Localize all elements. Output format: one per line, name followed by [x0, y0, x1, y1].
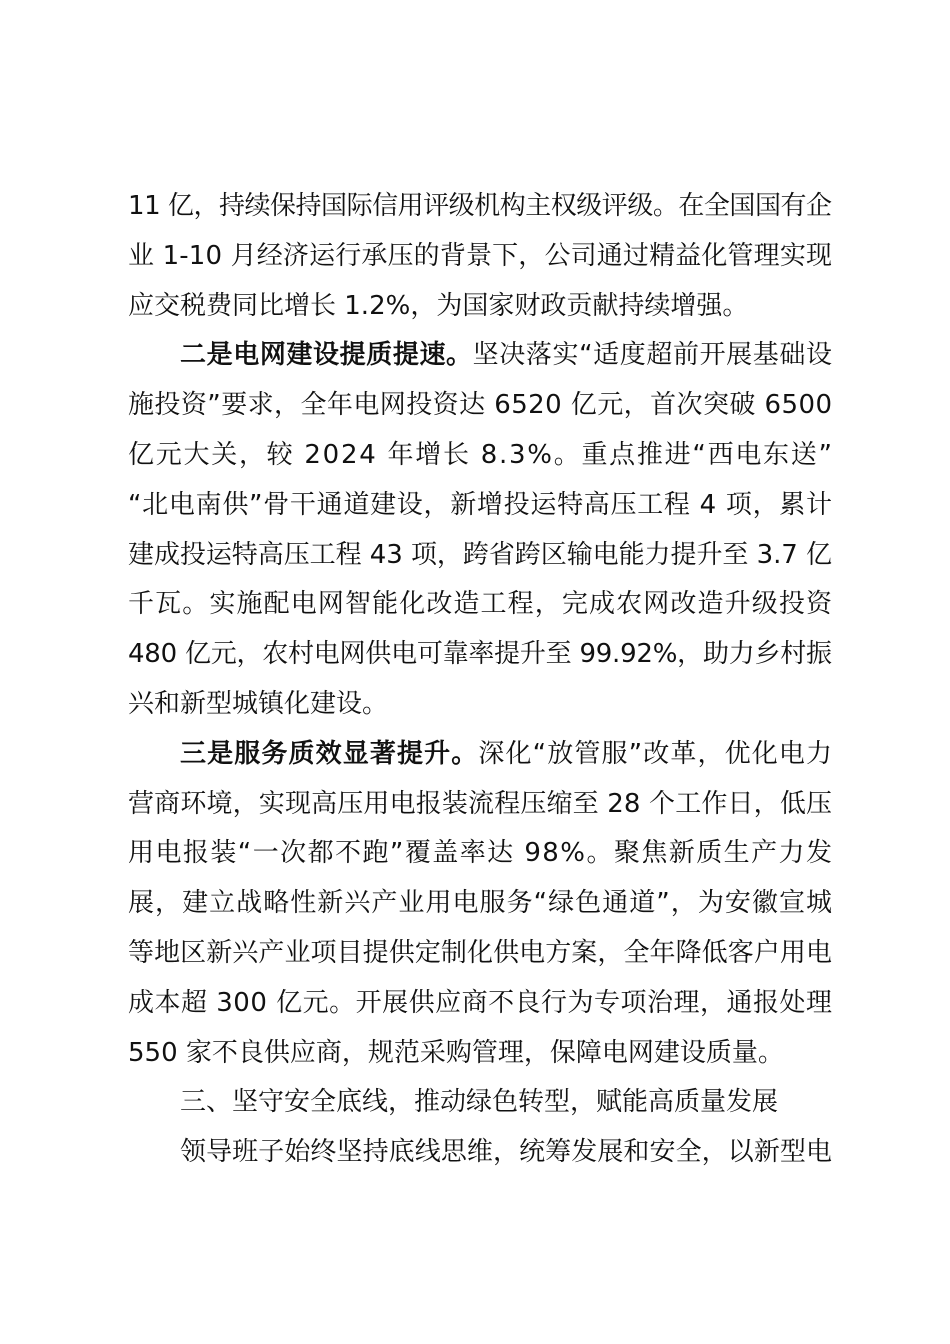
text-span: “北电南供”骨干通道建设，新增投运特高压工程 4 项，累计: [128, 489, 833, 520]
text-line: [128, 780, 832, 830]
text-span: 建成投运特高压工程 43 项，跨省跨区输电能力提升至 3.7 亿: [128, 539, 832, 570]
text-span: 施投资”要求，全年电网投资达 6520 亿元，首次突破 6500: [128, 390, 833, 421]
text-span: 业 1-10 月经济运行承压的背景下，公司通过精益化管理实现: [128, 240, 833, 271]
text-line: [128, 680, 832, 730]
text-span: 亿元大关，较 2024 年增长 8.3%。重点推进“西电东送”: [128, 439, 834, 470]
text-span: 深化“放管服”改革，优化电力: [478, 738, 834, 769]
text-span: 成本超 300 亿元。开展供应商不良行为专项治理，通报处理: [128, 987, 833, 1018]
text-line: [128, 182, 832, 232]
text-line: [128, 381, 832, 431]
text-line: [128, 630, 832, 680]
text-line: [128, 979, 832, 1029]
text-span: 11 亿，持续保持国际信用评级机构主权级评级。在全国国有企: [128, 191, 832, 221]
document-page: [128, 182, 832, 1178]
text-span: 应交税费同比增长 1.2%，为国家财政贡献持续增强。: [128, 290, 749, 321]
text-line: [128, 1128, 832, 1178]
text-span: 展，建立战略性新兴产业用电服务“绿色通道”，为安徽宣城: [128, 888, 834, 919]
text-line: [128, 829, 832, 879]
text-line: [128, 331, 832, 381]
text-span: 550 家不良供应商，规范采购管理，保障电网建设质量。: [128, 1037, 784, 1068]
text-span: 兴和新型城镇化建设。: [128, 688, 389, 719]
text-line: [128, 879, 832, 929]
text-line: [128, 929, 832, 979]
text-line: [128, 1029, 832, 1079]
text-line: [128, 531, 832, 581]
paragraph-grid-construction: [128, 331, 832, 729]
text-line: [128, 481, 832, 531]
paragraph-lead: 三是服务质效显著提升。: [180, 738, 479, 769]
text-line: [128, 580, 832, 630]
text-line: [128, 282, 832, 332]
text-span: 等地区新兴产业项目提供定制化供电方案，全年降低客户用电: [128, 937, 833, 968]
paragraph-lead: 二是电网建设提质提速。: [180, 340, 473, 371]
paragraph-service-quality: [128, 730, 832, 1079]
text-span: 480 亿元，农村电网供电可靠率提升至 99.92%，助力乡村振: [128, 639, 832, 670]
text-span: 领导班子始终坚持底线思维，统筹发展和安全，以新型电: [180, 1137, 833, 1168]
text-line: [128, 232, 832, 282]
section-heading: [128, 1078, 832, 1128]
text-span: 用电报装“一次都不跑”覆盖率达 98%。聚焦新质生产力发: [128, 838, 834, 869]
text-line: [128, 730, 832, 780]
paragraph-finance: [128, 182, 832, 331]
text-span: 千瓦。实施配电网智能化改造工程，完成农网改造升级投资: [128, 589, 834, 620]
text-span: 坚决落实“适度超前开展基础设: [472, 340, 833, 371]
text-span: 营商环境，实现高压用电报装流程压缩至 28 个工作日，低压: [128, 788, 833, 819]
text-line: [128, 431, 832, 481]
text-span: 三、坚守安全底线，推动绿色转型，赋能高质量发展: [180, 1087, 779, 1118]
